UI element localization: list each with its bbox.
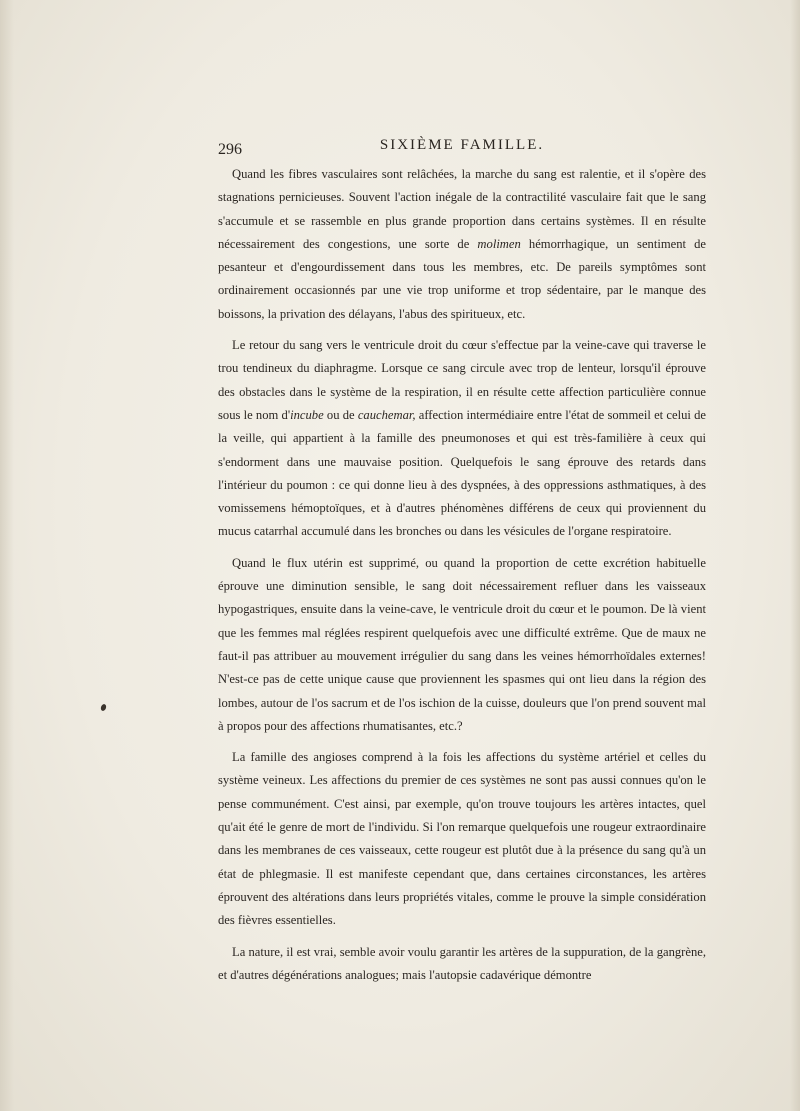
paragraph-2: Le retour du sang vers le ventricule droit du cœur s'effectue par la veine-cave qui traverse le trou tendineux du diaphragme. Lorsque ce sang circule avec trop de lenteur, lorsqu'il éprouve des obstacles dans le système de la respiration, il en résulte cette affection particulière connue sous le nom d'incube ou de cauchemar, affection intermédiaire entre l'état de sommeil et celui de la veille, qui appartient à la famille des pneumonoses et qui est très-familière à ceux qui s'endorment dans une mauvaise position. Quelquefois le sang éprouve des retards dans l'intérieur du poumon : ce qui donne lieu à des dyspnées, à des oppressions asthmatiques, à des vomissemens hémoptoïques, et à d'autres phénomènes différens de ceux qui proviennent du mucus catarrhal accumulé dans les bronches ou dans les vésicules de l'organe respiratoire. xyxy=(218,338,706,539)
page-edge-shadow-right xyxy=(790,0,800,1111)
ink-spot xyxy=(100,703,107,711)
page-edge-shadow-left xyxy=(0,0,14,1111)
running-title: SIXIÈME FAMILLE. xyxy=(379,137,545,153)
body-text xyxy=(218,163,706,995)
paragraph-3: Quand le flux utérin est supprimé, ou quand la proportion de cette excrétion habituelle éprouve une diminution sensible, le sang doit nécessairement refluer dans les vaisseaux hypogastriques, ensuite dans la veine-cave, le ventricule droit du cœur et le poumon. De là vient que les femmes mal réglées respirent quelquefois avec une difficulté extrême. Que de maux ne faut-il pas attribuer au mouvement irrégulier du sang dans les veines hémorrhoïdales externes! N'est-ce pas de cette unique cause que proviennent les spasmes qui ont lieu dans la région des lombes, autour de l'os sacrum et de l'os ischion de la cuisse, douleurs que l'on prend souvent mal à propos pour des affections rhumatisantes, etc.? xyxy=(218,555,706,733)
paragraph-5: La nature, il est vrai, semble avoir voulu garantir les artères de la suppuration, de la gangrène, et d'autres dégénérations analogues; mais l'autopsie cadavérique démontre xyxy=(218,944,706,982)
paragraph-4: La famille des angioses comprend à la fois les affections du système artériel et celles du système veineux. Les affections du premier de ces systèmes ne sont pas aussi connues qu'on le pense communément. C'est ainsi, par exemple, qu'on trouve toujours les artères intactes, quel qu'ait été le genre de mort de l'individu. Si l'on remarque quelquefois une rougeur extraordinaire dans les membranes de ces vaisseaux, cette rougeur est plutôt due à la présence du sang qu'à un état de phlegmasie. Il est manifeste cependant que, dans certaines circonstances, les artères éprouvent des altérations dans leurs propriétés vitales, comme le prouve la simple considération des fièvres essentielles. xyxy=(218,750,706,928)
running-head xyxy=(218,137,706,161)
paragraph-1: Quand les fibres vasculaires sont relâchées, la marche du sang est ralentie, et il s'opère des stagnations pernicieuses. Souvent l'action inégale de la contractilité vasculaire fait que le sang s'accumule et se rassemble en plus grande proportion dans certains systèmes. Il en résulte nécessairement des congestions, une sorte de molimen hémorrhagique, un sentiment de pesanteur et d'engourdissement dans tous les membres, etc. De pareils symptômes sont ordinairement occasionnés par une vie trop uniforme et trop sédentaire, par le manque des boissons, la privation des délayans, l'abus des spiritueux, etc. xyxy=(218,167,706,321)
page-number: 296 xyxy=(218,141,242,158)
